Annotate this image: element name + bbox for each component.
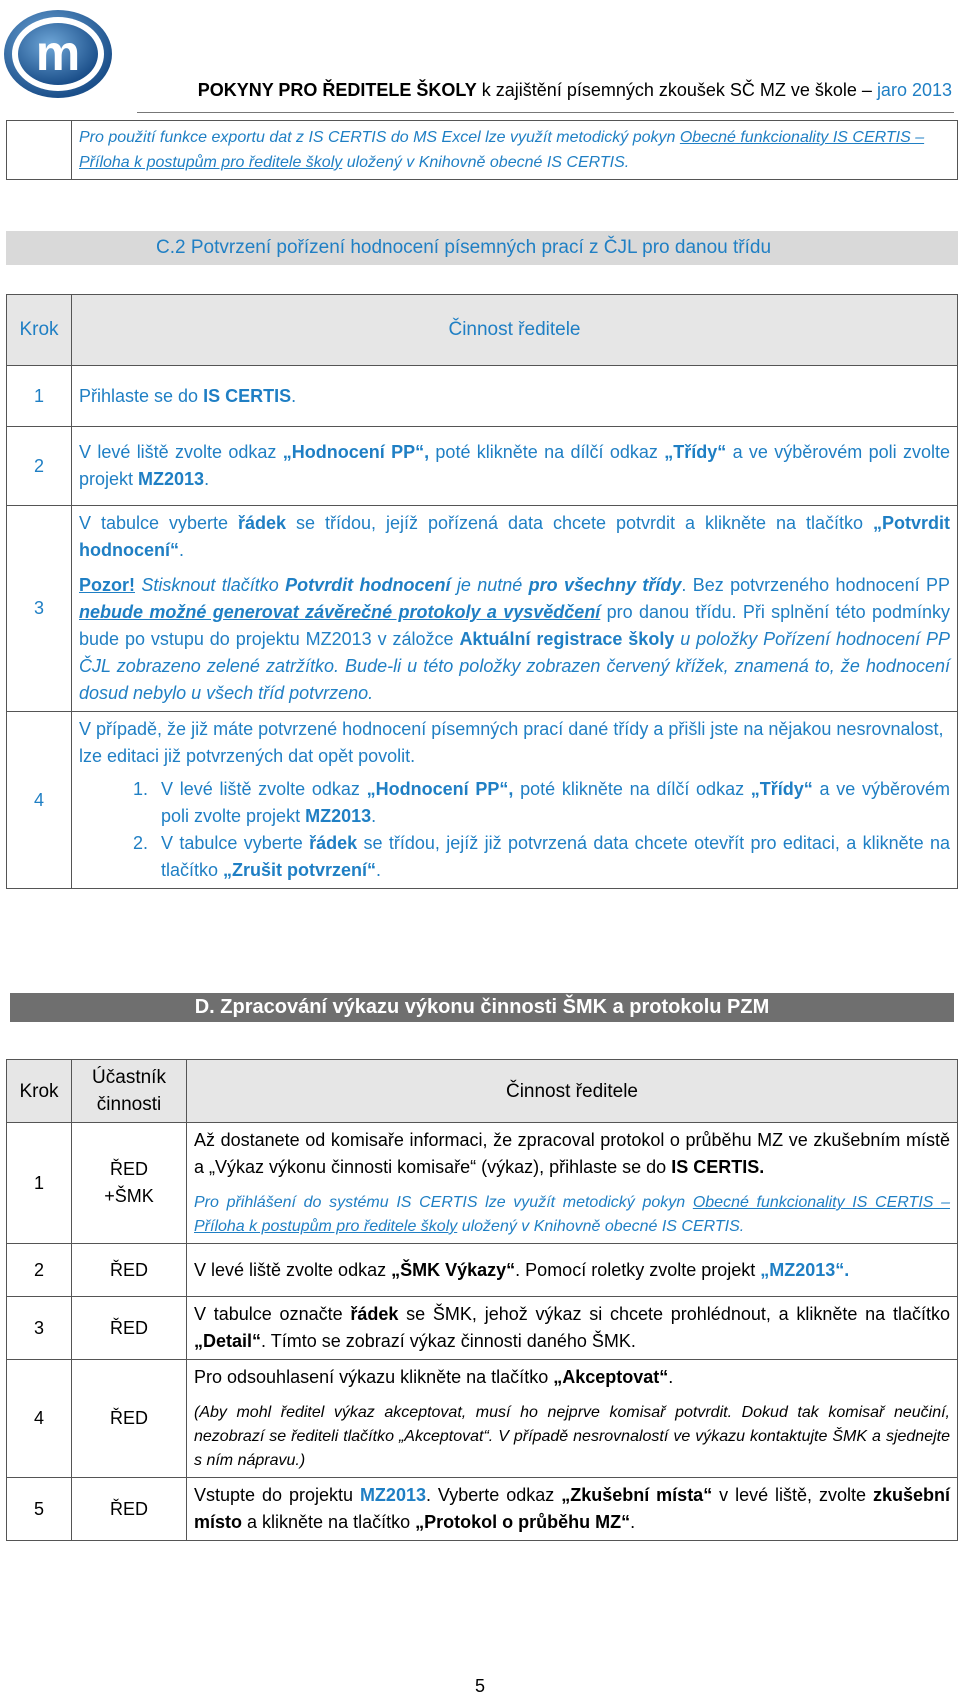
methodology-link[interactable]: Obecné funkcionality IS CERTIS – Příloha k postupům pro ředitele školy: [79, 129, 925, 171]
text: .: [179, 540, 185, 560]
text: a ve výběrovém poli zvolte projekt: [79, 442, 950, 489]
header-divider: [137, 112, 954, 113]
col-activity-header: Činnost ředitele: [187, 1060, 958, 1123]
text: V tabulce vyberte: [161, 833, 310, 853]
text: je nutné: [450, 575, 529, 595]
table-row: [7, 1478, 958, 1541]
bold-text: „Akceptovat“: [553, 1367, 669, 1387]
text: Přihlaste se do: [79, 385, 204, 406]
text: .: [376, 860, 382, 880]
export-note: [72, 121, 958, 180]
bold-text: Potvrdit hodnocení: [285, 575, 451, 595]
text: . Tímto se zobrazí výkaz činnosti daného ŠMK.: [261, 1331, 636, 1351]
participant: ŘED: [109, 1159, 148, 1179]
bold-text: řádek: [238, 513, 287, 533]
bold-text: „Hodnocení PP“,: [366, 779, 514, 799]
text: Vstupte do projektu: [194, 1485, 360, 1505]
bold-text: IS CERTIS: [203, 385, 292, 406]
warning-note: [79, 572, 950, 707]
step-number: 1: [7, 1123, 72, 1244]
step-instruction: [194, 1364, 950, 1391]
text: poté klikněte na dílčí odkaz: [429, 442, 665, 462]
section-d-table: [6, 1059, 958, 1541]
step-instruction: [79, 510, 950, 564]
text: uložený v Knihovně obecné IS CERTIS.: [457, 1218, 745, 1235]
login-note: [194, 1191, 950, 1239]
step-text: [187, 1244, 958, 1297]
text: . Vyberte odkaz: [425, 1485, 562, 1505]
bold-text: „Třídy“: [664, 442, 727, 462]
text: V tabulce označte: [194, 1304, 351, 1324]
step-text: [72, 366, 958, 427]
col-activity-header: Činnost ředitele: [72, 295, 958, 366]
header-title-bold: POKYNY PRO ŘEDITELE ŠKOLY: [197, 80, 477, 100]
bold-text: MZ2013: [305, 806, 372, 826]
text: .: [630, 1512, 636, 1532]
text: u položky Pořízení hodnocení PP ČJL zobrazeno zelené zatržítko. Bude-li u této položky zobrazen červený křížek, znamená to, že hodnocení dosud nebylo u všech tříd potvrzeno.: [79, 629, 951, 703]
text: V levé liště zvolte odkaz: [161, 779, 367, 799]
col-step-header: Krok: [7, 295, 72, 366]
substeps-list: [79, 776, 950, 884]
bold-text: řádek: [309, 833, 358, 853]
participant: +ŠMK: [104, 1186, 154, 1206]
step-number: 5: [7, 1478, 72, 1541]
note-text-post: uložený v Knihovně obecné IS CERTIS.: [342, 154, 630, 171]
warning-label: Pozor!: [79, 575, 135, 595]
text: V levé liště zvolte odkaz: [79, 442, 283, 462]
bold-text: MZ2013: [138, 469, 205, 489]
text: v levé liště, zvolte: [712, 1485, 873, 1505]
text: V tabulce vyberte: [79, 513, 238, 533]
bold-underlined-text: nebude možné generovat závěrečné protokoly a vysvědčení: [79, 602, 601, 622]
text: .: [291, 385, 297, 406]
text: a ve výběrovém poli zvolte projekt: [161, 779, 950, 826]
bold-text: „Třídy“: [750, 779, 813, 799]
bold-text: „Zkušební místa“: [561, 1485, 713, 1505]
bold-text: řádek: [350, 1304, 399, 1324]
section-c2-heading: C.2 Potvrzení pořízení hodnocení písemných prací z ČJL pro danou třídu: [6, 231, 958, 265]
table-row: [7, 427, 958, 506]
bold-text: „ŠMK Výkazy“: [391, 1259, 516, 1280]
table-row: [7, 1297, 958, 1360]
text: . Bez potvrzeného hodnocení PP: [681, 575, 950, 595]
text: se třídou, jejíž již potvrzená data chcete otevřít pro editaci, a klikněte na tlačítko: [161, 833, 950, 880]
bold-text: „Potvrdit hodnocení“: [79, 513, 950, 560]
table-row: [7, 1244, 958, 1297]
text: Stisknout tlačítko: [135, 575, 286, 595]
bold-text: „Hodnocení PP“,: [282, 442, 430, 462]
header-term: jaro 2013: [876, 80, 952, 100]
list-item: [153, 830, 950, 884]
step-text: [187, 1478, 958, 1541]
step-instruction: [194, 1127, 950, 1181]
step-number: 2: [7, 427, 72, 506]
participant: ŘED: [72, 1360, 187, 1478]
step-number: 2: [7, 1244, 72, 1297]
col-participant-header: Účastník činnosti: [72, 1060, 187, 1123]
step-number: 4: [7, 1360, 72, 1478]
text: .: [668, 1367, 674, 1387]
participant-cell: [72, 1123, 187, 1244]
text: Pro odsouhlasení výkazu klikněte na tlačítko: [194, 1367, 554, 1387]
section-d-heading: D. Zpracování výkazu výkonu činnosti ŠMK a protokolu PZM: [10, 993, 954, 1022]
text: se třídou, jejíž pořízená data chcete potvrdit a klikněte na tlačítko: [286, 513, 873, 533]
text: . Pomocí roletky zvolte projekt: [515, 1259, 761, 1280]
step-number: 3: [7, 506, 72, 712]
accept-note: (Aby mohl ředitel výkaz akceptovat, musí ho nejprve komisař potvrdit. Dokud tak komisař neučiní, nezobrazí se řediteli tlačítko „Akceptovat“. V případě nesrovnalostí ve výkazu kontaktujte ŠMK a sjednejte s ním nápravu.): [194, 1404, 950, 1469]
bold-text: pro všechny třídy: [528, 575, 682, 595]
col-step-header: Krok: [7, 1060, 72, 1123]
export-note-table: [6, 120, 958, 180]
section-c2-table: [6, 294, 958, 889]
list-item: [153, 776, 950, 830]
bold-text: zkušební místo: [194, 1485, 950, 1532]
note-text: Pro použití funkce exportu dat z IS CERTIS do MS Excel lze využít metodický pokyn: [79, 129, 680, 146]
step-text: [72, 712, 958, 889]
step-number: 4: [7, 712, 72, 889]
text: se ŠMK, jehož výkaz si chcete prohlédnout, a klikněte na tlačítko: [398, 1304, 950, 1324]
note-empty-cell: [7, 121, 72, 180]
table-header-row: [7, 295, 958, 366]
project-name: „MZ2013“.: [760, 1259, 850, 1280]
methodology-link[interactable]: Obecné funkcionality IS CERTIS – Příloha k postupům pro ředitele školy: [194, 1194, 950, 1235]
participant: ŘED: [72, 1297, 187, 1360]
step-text: [187, 1297, 958, 1360]
bold-text: „Protokol o průběhu MZ“: [415, 1512, 631, 1532]
table-row: [7, 1360, 958, 1478]
table-header-row: [7, 1060, 958, 1123]
step-text: [187, 1360, 958, 1478]
text: .: [204, 469, 210, 489]
participant: ŘED: [72, 1478, 187, 1541]
bold-text: IS CERTIS.: [671, 1157, 765, 1177]
table-row: [7, 366, 958, 427]
bold-text: „Detail“: [194, 1331, 262, 1351]
table-row: [7, 712, 958, 889]
step-number: 1: [7, 366, 72, 427]
table-row: [7, 506, 958, 712]
text: poté klikněte na dílčí odkaz: [513, 779, 751, 799]
text: pro danou třídu. Při splnění této podmínky bude po vstupu do projektu MZ2013 v záložce: [79, 602, 950, 649]
text: a klikněte na tlačítko: [242, 1512, 416, 1532]
text: .: [371, 806, 377, 826]
text: Až dostanete od komisaře informaci, že zpracoval protokol o průběhu MZ ve zkušebním místě a „Výkaz výkonu činnosti komisaře“ (výkaz), přihlaste se do: [194, 1130, 950, 1177]
step-number: 3: [7, 1297, 72, 1360]
table-row: [7, 1123, 958, 1244]
logo-letter: m: [35, 25, 81, 81]
bold-text: „Zrušit potvrzení“: [223, 860, 377, 880]
project-name: MZ2013: [359, 1485, 426, 1505]
page-number: 5: [474, 1676, 485, 1696]
participant: ŘED: [72, 1244, 187, 1297]
step-intro: V případě, že již máte potvrzené hodnocení písemných prací dané třídy a přišli jste na nějakou nesrovnalost, lze editaci již potvrzených dat opět povolit.: [79, 719, 944, 766]
step-text: [72, 427, 958, 506]
step-text: [187, 1123, 958, 1244]
header-title-rest: k zajištění písemných zkoušek SČ MZ ve škole –: [476, 80, 877, 100]
text: Pro přihlášení do systému IS CERTIS lze využít metodický pokyn: [194, 1194, 693, 1211]
bold-text: Aktuální registrace školy: [459, 629, 675, 649]
text: V levé liště zvolte odkaz: [194, 1259, 392, 1280]
logo: [2, 6, 120, 104]
step-text: [72, 506, 958, 712]
page-header-title: [198, 80, 952, 101]
